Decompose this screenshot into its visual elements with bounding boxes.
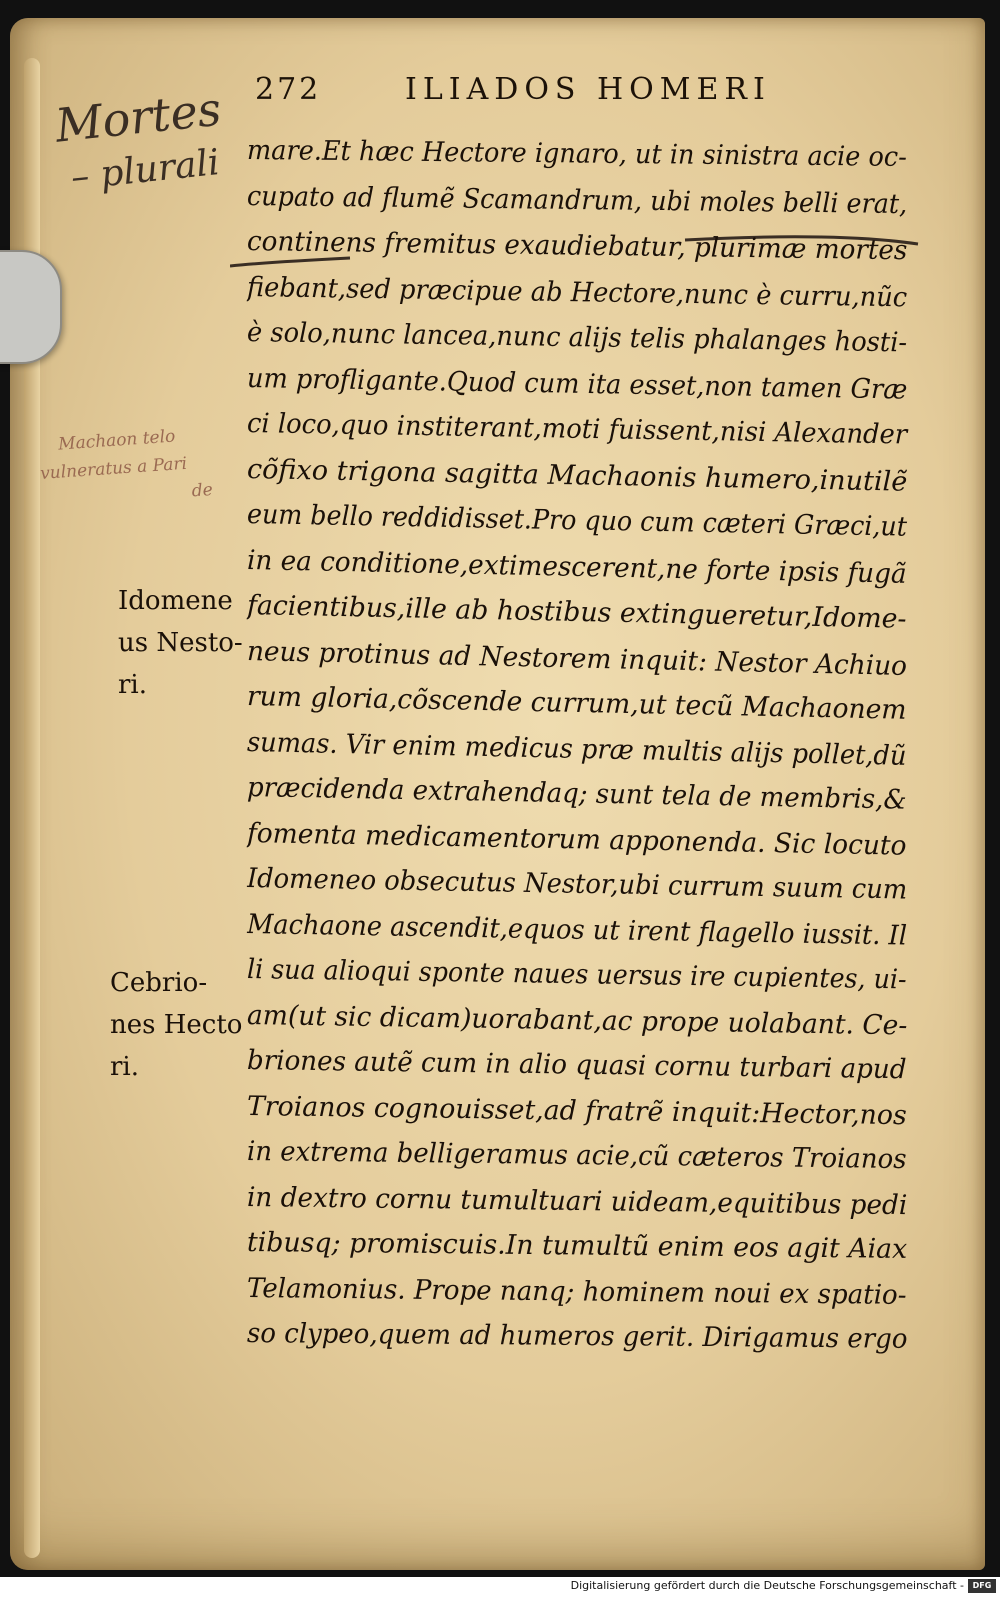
handwritten-line: vulneratus a Pari <box>39 453 188 484</box>
margin-note-cebriones <box>110 962 242 1088</box>
text-line: ci loco,quo institerant,moti fuissent,nisi Alexander <box>246 408 908 451</box>
text-line: briones autẽ cum in alio quasi cornu turbari apud <box>246 1045 907 1086</box>
handwritten-line: Mortes <box>52 81 224 153</box>
text-line: facientibus,ille ab hostibus extingueretur,Idome- <box>246 590 907 635</box>
handwritten-line: de <box>191 480 214 502</box>
text-line: in extrema belligeramus acie,cũ cæteros Troianos <box>246 1136 907 1176</box>
margin-note-line: Cebrio- <box>110 968 208 998</box>
text-line: Machaone ascendit,equos ut irent flagello iussit. Il <box>246 908 908 952</box>
handwritten-line: – plurali <box>69 142 222 199</box>
text-line: neus protinus ad Nestorem inquit: Nestor Achiuo <box>246 635 908 682</box>
dfg-logo: DFG <box>968 1579 996 1593</box>
margin-note-line: Idomene <box>118 586 233 616</box>
text-line: cõfixo trigona sagitta Machaonis humero,inutilẽ <box>246 453 908 498</box>
body-text <box>247 128 912 1357</box>
text-line: Telamonius. Prope nanq; hominem noui ex spatio- <box>246 1272 907 1311</box>
text-line: fomenta medicamentorum apponenda. Sic locuto <box>246 817 907 862</box>
text-line: sumas. Vir enim medicus præ multis alijs pollet,dũ <box>246 726 907 772</box>
text-line: um profligante.Quod cum ita esset,non tamen Græ <box>246 362 908 406</box>
text-line: li sua alioqui sponte naues uersus ire cupientes, ui- <box>246 954 907 996</box>
text-line: Idomeneo obsecutus Nestor,ubi currum suum cum <box>246 863 908 906</box>
text-line: in ea conditione,extimescerent,ne forte ipsis fugã <box>246 544 907 590</box>
footer-credit: Digitalisierung gefördert durch die Deutsche Forschungsgemeinschaft - <box>570 1579 964 1592</box>
text-line: rum gloria,cõscende currum,ut tecũ Machaonem <box>246 681 907 726</box>
text-line: è solo,nunc lancea,nunc alijs telis phalanges hosti- <box>246 317 908 359</box>
margin-note-line: us Nesto- <box>118 628 243 658</box>
text-line: eum bello reddidisset.Pro quo cum cæteri Græci,ut <box>246 499 908 543</box>
handwritten-line: Machaon telo <box>57 426 176 455</box>
text-line: continens fremitus exaudiebatur, plurimæ mortes <box>246 226 908 267</box>
handwritten-annotation-middle <box>37 418 242 516</box>
page-number: 272 <box>255 72 322 107</box>
margin-note-line: ri. <box>118 670 148 700</box>
text-line: mare.Et hæc Hectore ignaro, ut in sinistra acie oc- <box>246 135 908 173</box>
text-line: so clypeo,quem ad humeros gerit. Dirigamus ergo <box>246 1318 908 1355</box>
text-line: fiebant,sed præcipue ab Hectore,nunc è curru,nũc <box>246 271 908 313</box>
footer <box>0 1577 1000 1597</box>
text-line: præcidenda extrahendaq; sunt tela de membris,& <box>246 772 907 816</box>
margin-note-line: ri. <box>110 1052 140 1082</box>
running-title: ILIADOS HOMERI <box>405 72 771 107</box>
margin-note-idomeneus <box>118 580 243 706</box>
text-line: cupato ad flumẽ Scamandrum, ubi moles belli erat, <box>246 180 908 220</box>
margin-note-line: nes Hecto <box>110 1010 243 1040</box>
handwritten-annotation-top <box>53 82 229 207</box>
text-line: Troianos cognouisset,ad fratrẽ inquit:Hector,nos <box>246 1090 907 1131</box>
text-line: tibusq; promiscuis.In tumultũ enim eos agit Aiax <box>246 1227 908 1265</box>
page-clip-tab <box>0 250 62 364</box>
text-line: in dextro cornu tumultuari uideam,equitibus pedi <box>246 1181 908 1221</box>
page-header <box>255 72 815 112</box>
text-line: am(ut sic dicam)uorabant,ac prope uolabant. Ce- <box>246 999 908 1041</box>
